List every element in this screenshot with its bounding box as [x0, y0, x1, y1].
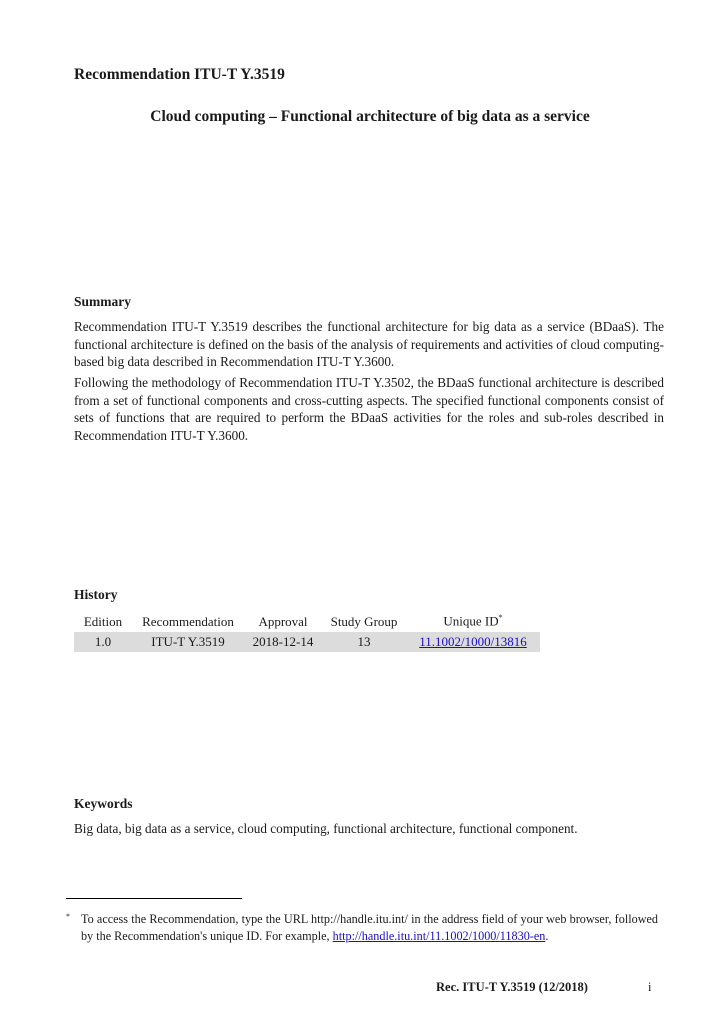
table-row: [74, 632, 540, 652]
column-header-study-group: Study Group: [330, 613, 398, 629]
keywords-heading: Keywords: [74, 796, 133, 811]
document-title: Cloud computing – Functional architecture of big data as a service: [150, 108, 590, 125]
recommendation-title: Recommendation ITU-T Y.3519: [74, 66, 285, 83]
unique-id-footnote-mark: *: [498, 613, 503, 623]
footnote: [66, 911, 658, 945]
cell-edition: 1.0: [74, 632, 132, 652]
summary-paragraph-2: Following the methodology of Recommendation ITU-T Y.3502, the BDaaS functional architecture is described from a set of functional components and cross-cutting aspects. The specified functional components consist of sets of functions that are required to perform the BDaaS activities for the roles and sub-roles described in Recommendation ITU-T Y.3600.: [74, 375, 664, 443]
footnote-text-before-link: To access the Recommendation, type the URL http://handle.itu.int/ in the address field of your web browser, followed by the Recommendation's unique ID. For example,: [81, 912, 658, 943]
cell-recommendation: ITU-T Y.3519: [132, 632, 244, 652]
column-header-unique-id: [406, 611, 540, 632]
unique-id-link[interactable]: 11.1002/1000/13816: [419, 634, 527, 649]
footnote-divider: [66, 898, 242, 899]
summary-heading: Summary: [74, 294, 131, 309]
footer-reference: Rec. ITU-T Y.3519 (12/2018): [436, 980, 588, 994]
cell-unique-id: [406, 632, 540, 652]
column-header-approval: Approval: [258, 613, 308, 629]
keywords-text: Big data, big data as a service, cloud computing, functional architecture, functional component.: [74, 821, 578, 836]
column-header-recommendation: Recommendation: [142, 613, 234, 629]
cell-study-group: 13: [322, 632, 406, 652]
cell-approval: 2018-12-14: [244, 632, 322, 652]
footnote-example-link[interactable]: http://handle.itu.int/11.1002/1000/11830-en: [332, 929, 546, 943]
unique-id-label: Unique ID: [443, 613, 499, 629]
summary-paragraph-1: Recommendation ITU-T Y.3519 describes the functional architecture for big data as a service (BDaaS). The functional architecture is defined on the basis of the analysis of requirements and activities of cloud computing-based big data described in Recommendation ITU-T Y.3600.: [74, 319, 664, 369]
footnote-text: [81, 911, 658, 945]
footnote-mark: *: [66, 912, 70, 921]
page-number: i: [648, 980, 652, 994]
history-header-row: [74, 611, 540, 632]
history-heading: History: [74, 587, 118, 602]
history-table: [74, 611, 540, 652]
footnote-text-after-link: .: [545, 929, 549, 943]
column-header-edition: Edition: [83, 613, 123, 629]
